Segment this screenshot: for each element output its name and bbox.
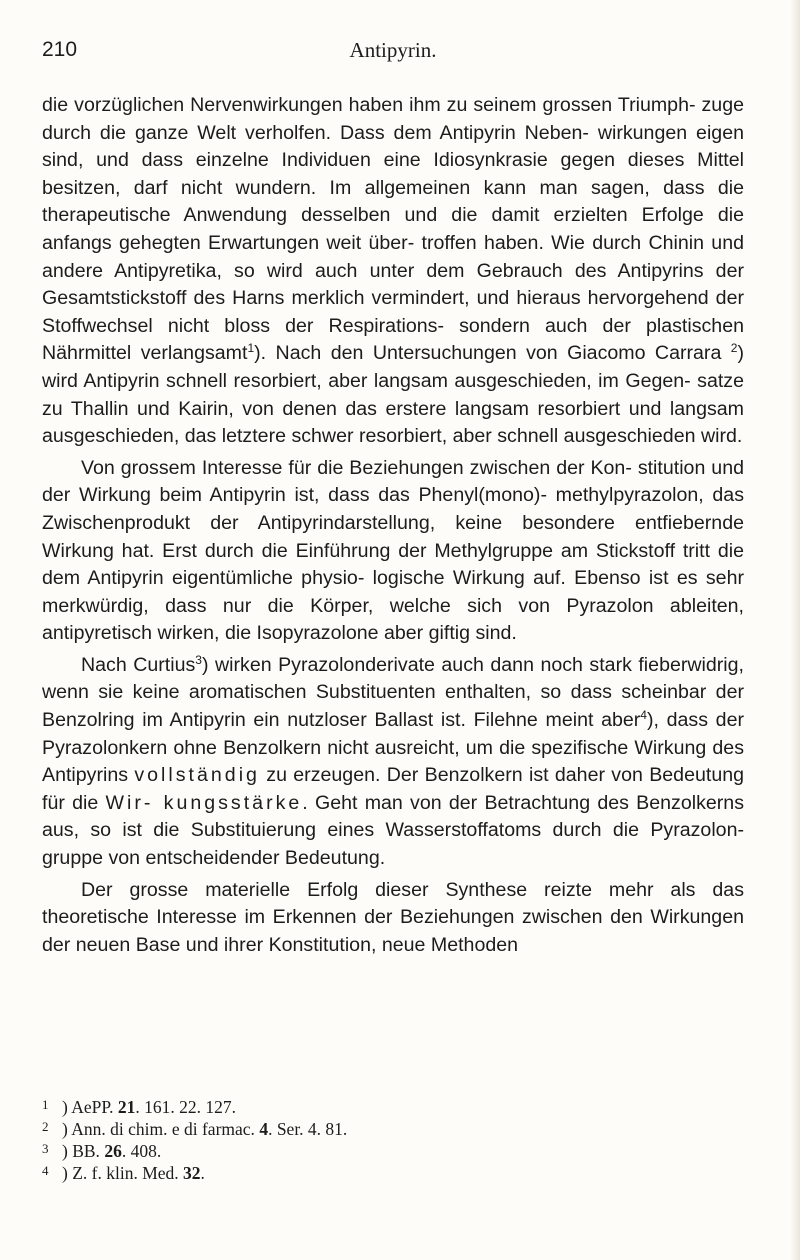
footnote-2: 2 ) Ann. di chim. e di farmac. 4. Ser. 4. 81. bbox=[42, 1119, 348, 1139]
emphasis-vollstaendig: vollständig bbox=[134, 764, 260, 787]
footnote-ref-1: 1 bbox=[247, 341, 255, 356]
footnote-ref-4: 4 bbox=[640, 708, 647, 723]
page-header bbox=[42, 38, 744, 68]
footnote-4: 4 ) Z. f. klin. Med. 32. bbox=[42, 1163, 205, 1183]
footnote-ref-2: 2 bbox=[730, 341, 738, 356]
footnote-3: 3 ) BB. 26. 408. bbox=[42, 1141, 162, 1161]
page-number: 210 bbox=[42, 38, 78, 61]
paragraph-2: Von grossem Interesse für die Beziehungen zwischen der Kon- stitution und der Wirkung beim Antipyrin ist, dass das Phenyl(mono)- methylpyrazolon, das Zwischenprodukt der Antipyrindarstellung, keine besondere entfiebernde Wirkung hat. Erst durch die Einführung der Methylgruppe am Stickstoff tritt die dem Antipyrin eigentümliche physio- logische Wirkung auf. Ebenso ist es sehr merkwürdig, dass nur die Körper, welche sich von Pyrazolon ableiten, antipyretisch wirken, die Isopyrazolone aber giftig sind. bbox=[42, 456, 744, 645]
footnotes bbox=[42, 1096, 744, 1184]
emphasis-wirkungsstaerke: Wir- kungsstärke bbox=[105, 791, 303, 814]
page-edge-shadow bbox=[790, 0, 800, 1260]
running-title: Antipyrin. bbox=[349, 38, 437, 62]
body-text bbox=[42, 92, 744, 959]
paragraph-1: die vorzüglichen Nervenwirkungen haben ihm zu seinem grossen Triumph- zuge durch die ganze Welt verholfen. Dass dem Antipyrin Neben- wirkungen eigen sind, und dass einzelne Individuen eine Idiosynkrasie gegen dieses Mittel besitzen, darf nicht wundern. Im allgemeinen kann man sagen, dass die therapeutische Anwendung desselben und die damit erzielten Erfolge die anfangs gehegten Erwartungen weit über- troffen haben. Wie durch Chinin und andere Antipyretika, so wird auch unter dem Gebrauch des Antipyrins der Gesamtstickstoff des Harns merklich vermindert, und hieraus hervorgehend der Stoffwechsel nicht bloss der Respirations- sondern auch der plastischen Nährmittel verlangsamt$^1$). Nach den Untersuchungen von Giacomo Carrara $^2$) wird Antipyrin schnell resorbiert, aber langsam ausgeschieden, im Gegen- satze zu Thallin und Kairin, von denen das erstere langsam resorbiert und langsam ausgeschieden, das letztere schwer resorbiert, aber schnell ausgeschieden wird. bbox=[42, 94, 744, 448]
paragraph-3: Nach Curtius$^3$) wirken Pyrazolonderivate auch dann noch stark fieberwidrig, wenn sie keine aromatischen Substituenten enthalten, so dass scheinbar der Benzolring im Antipyrin ein nutzloser Ballast ist. Filehne meint aber$^4$), dass der Pyrazolonkern ohne Benzolkern nicht ausreicht, um die spezifische Wirkung des Antipyrins vollständig zu erzeugen. Der Benzolkern ist daher von Bedeutung für die Wir- kungsstärke. Geht man von der Betrachtung des Benzolkerns aus, so ist die Substituierung eines Wasserstoffatoms durch die Pyrazolon- gruppe von entscheidender Bedeutung. bbox=[42, 652, 745, 870]
footnote-ref-3: 3 bbox=[195, 652, 202, 667]
footnote-1: 1 ) AePP. 21. 161. 22. 127. bbox=[42, 1097, 237, 1117]
paragraph-4: Der grosse materielle Erfolg dieser Synthese reizte mehr als das theoretische Interesse im Erkennen der Beziehungen zwischen den Wirkungen der neuen Base und ihrer Konstitution, neue Methoden bbox=[42, 878, 744, 956]
